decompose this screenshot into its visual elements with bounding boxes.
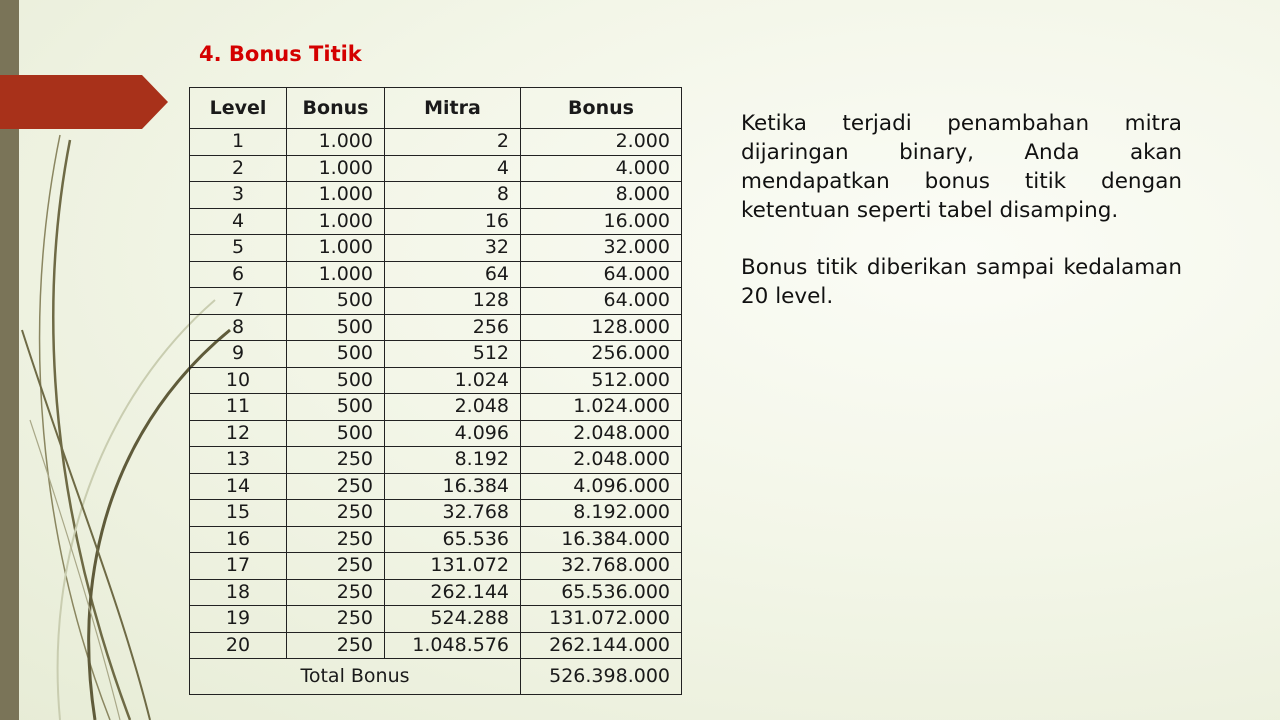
- table-body: [190, 129, 682, 659]
- table-row: [190, 394, 682, 421]
- cell-bonus-total: 4.096.000: [521, 473, 682, 500]
- header-level: Level: [190, 88, 287, 129]
- cell-level: 10: [190, 367, 287, 394]
- cell-bonus: 250: [287, 553, 385, 580]
- cell-mitra: 32: [385, 235, 521, 262]
- description-paragraph-1: Ketika terjadi penambahan mitra dijaringan binary, Anda akan mendapatkan bonus titik dengan ketentuan seperti tabel disamping.: [741, 111, 1182, 223]
- cell-level: 15: [190, 500, 287, 527]
- cell-bonus-total: 2.000: [521, 129, 682, 156]
- cell-mitra: 1.048.576: [385, 632, 521, 659]
- cell-mitra: 2.048: [385, 394, 521, 421]
- cell-bonus-total: 16.000: [521, 208, 682, 235]
- cell-bonus-total: 4.000: [521, 155, 682, 182]
- cell-bonus-total: 1.024.000: [521, 394, 682, 421]
- cell-mitra: 65.536: [385, 526, 521, 553]
- cell-mitra: 64: [385, 261, 521, 288]
- table-row: [190, 579, 682, 606]
- cell-mitra: 128: [385, 288, 521, 315]
- cell-bonus: 250: [287, 579, 385, 606]
- header-mitra: Mitra: [385, 88, 521, 129]
- cell-bonus-total: 64.000: [521, 261, 682, 288]
- cell-level: 4: [190, 208, 287, 235]
- cell-bonus: 1.000: [287, 208, 385, 235]
- cell-mitra: 1.024: [385, 367, 521, 394]
- cell-bonus: 250: [287, 473, 385, 500]
- cell-mitra: 16.384: [385, 473, 521, 500]
- cell-mitra: 131.072: [385, 553, 521, 580]
- table-row: [190, 129, 682, 156]
- cell-mitra: 4.096: [385, 420, 521, 447]
- cell-bonus-total: 8.192.000: [521, 500, 682, 527]
- cell-level: 20: [190, 632, 287, 659]
- cell-level: 18: [190, 579, 287, 606]
- table-row: [190, 182, 682, 209]
- cell-bonus-total: 8.000: [521, 182, 682, 209]
- table-row: [190, 314, 682, 341]
- cell-level: 9: [190, 341, 287, 368]
- table-row: [190, 235, 682, 262]
- cell-bonus: 500: [287, 394, 385, 421]
- cell-bonus-total: 64.000: [521, 288, 682, 315]
- slide-title: 4. Bonus Titik: [199, 42, 362, 66]
- cell-bonus: 500: [287, 420, 385, 447]
- cell-mitra: 524.288: [385, 606, 521, 633]
- cell-bonus-total: 2.048.000: [521, 420, 682, 447]
- table-row: [190, 155, 682, 182]
- table-row: [190, 500, 682, 527]
- table-row: [190, 341, 682, 368]
- cell-bonus-total: 131.072.000: [521, 606, 682, 633]
- table-row: [190, 367, 682, 394]
- cell-level: 5: [190, 235, 287, 262]
- header-bonus-total: Bonus: [521, 88, 682, 129]
- cell-level: 6: [190, 261, 287, 288]
- header-bonus: Bonus: [287, 88, 385, 129]
- cell-bonus: 500: [287, 367, 385, 394]
- cell-level: 19: [190, 606, 287, 633]
- cell-level: 14: [190, 473, 287, 500]
- cell-bonus: 1.000: [287, 235, 385, 262]
- cell-mitra: 8: [385, 182, 521, 209]
- cell-bonus-total: 32.768.000: [521, 553, 682, 580]
- cell-mitra: 2: [385, 129, 521, 156]
- cell-level: 8: [190, 314, 287, 341]
- table-row: [190, 526, 682, 553]
- cell-level: 1: [190, 129, 287, 156]
- table-row: [190, 553, 682, 580]
- cell-bonus-total: 32.000: [521, 235, 682, 262]
- cell-bonus-total: 512.000: [521, 367, 682, 394]
- cell-bonus-total: 256.000: [521, 341, 682, 368]
- table-row: [190, 208, 682, 235]
- cell-bonus: 500: [287, 314, 385, 341]
- cell-bonus: 250: [287, 632, 385, 659]
- cell-mitra: 32.768: [385, 500, 521, 527]
- total-row: [190, 659, 682, 695]
- table-row: [190, 420, 682, 447]
- cell-bonus: 250: [287, 606, 385, 633]
- table-row: [190, 447, 682, 474]
- cell-mitra: 262.144: [385, 579, 521, 606]
- cell-mitra: 512: [385, 341, 521, 368]
- table-header-row: [190, 88, 682, 129]
- cell-bonus: 1.000: [287, 182, 385, 209]
- table-row: [190, 473, 682, 500]
- cell-bonus-total: 16.384.000: [521, 526, 682, 553]
- description-paragraph-2: Bonus titik diberikan sampai kedalaman 20 level.: [741, 255, 1182, 309]
- total-label: Total Bonus: [190, 659, 521, 695]
- cell-bonus: 250: [287, 447, 385, 474]
- cell-level: 17: [190, 553, 287, 580]
- cell-bonus: 500: [287, 341, 385, 368]
- cell-mitra: 8.192: [385, 447, 521, 474]
- cell-bonus: 500: [287, 288, 385, 315]
- cell-bonus: 1.000: [287, 129, 385, 156]
- cell-level: 12: [190, 420, 287, 447]
- cell-mitra: 256: [385, 314, 521, 341]
- cell-bonus-total: 65.536.000: [521, 579, 682, 606]
- cell-mitra: 4: [385, 155, 521, 182]
- cell-level: 7: [190, 288, 287, 315]
- cell-level: 11: [190, 394, 287, 421]
- total-value: 526.398.000: [521, 659, 682, 695]
- cell-bonus: 250: [287, 500, 385, 527]
- cell-bonus-total: 262.144.000: [521, 632, 682, 659]
- cell-bonus: 250: [287, 526, 385, 553]
- cell-mitra: 16: [385, 208, 521, 235]
- table-row: [190, 261, 682, 288]
- table-row: [190, 606, 682, 633]
- cell-level: 3: [190, 182, 287, 209]
- cell-bonus: 1.000: [287, 155, 385, 182]
- cell-level: 2: [190, 155, 287, 182]
- table-row: [190, 288, 682, 315]
- cell-bonus: 1.000: [287, 261, 385, 288]
- table-row: [190, 632, 682, 659]
- cell-bonus-total: 2.048.000: [521, 447, 682, 474]
- bonus-table: [189, 87, 682, 695]
- description: [741, 109, 1182, 339]
- cell-level: 13: [190, 447, 287, 474]
- cell-bonus-total: 128.000: [521, 314, 682, 341]
- cell-level: 16: [190, 526, 287, 553]
- red-arrow-shape: [0, 75, 168, 129]
